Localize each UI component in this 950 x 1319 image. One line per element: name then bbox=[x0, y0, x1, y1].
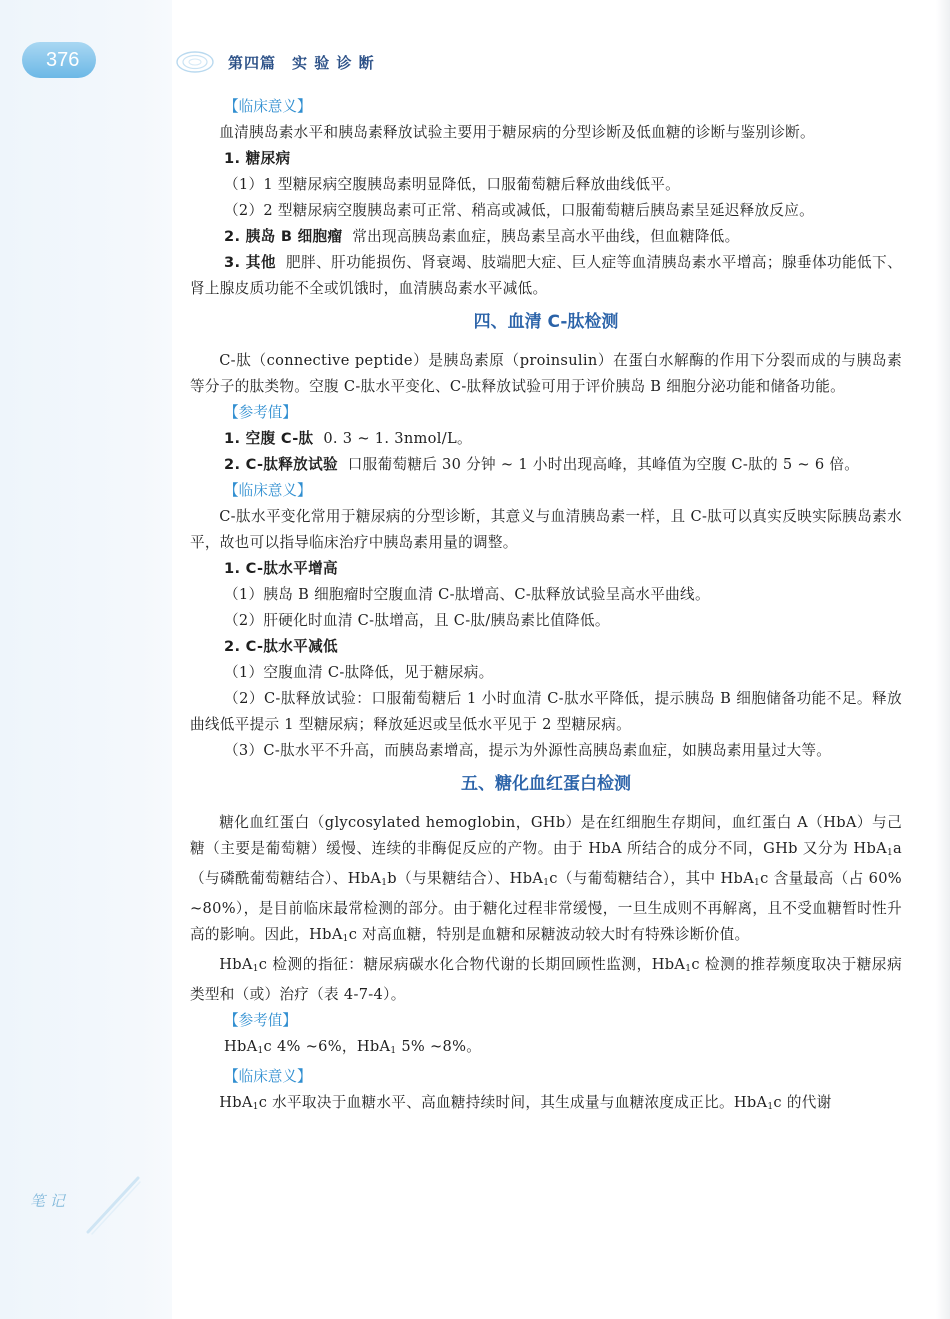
paragraph: HbA$_1$c 水平取决于血糖水平、高血糖持续时间，其生成量与血糖浓度成正比。HbA$_1$c 的代谢 bbox=[219, 1094, 832, 1112]
paragraph: HbA$_1$c 检测的指征：糖尿病碳水化合物代谢的长期回顾性监测，HbA$_1$c 检测的推荐频度取决于糖尿病类型和（或）治疗（表 4-7-4）。 bbox=[190, 956, 902, 1003]
item-heading: 2. 胰岛 B 细胞瘤 bbox=[224, 228, 343, 245]
paragraph: 血清胰岛素水平和胰岛素释放试验主要用于糖尿病的分型诊断及低血糖的诊断与鉴别诊断。 bbox=[219, 124, 815, 141]
page-content bbox=[190, 94, 902, 1120]
page-number: 376 bbox=[46, 49, 80, 71]
paragraph: C-肽水平变化常用于糖尿病的分型诊断，其意义与血清胰岛素一样，且 C-肽可以真实反映实际胰岛素水平，故也可以指导临床治疗中胰岛素用量的调整。 bbox=[190, 508, 902, 551]
reference-value-tag: 【参考值】 bbox=[224, 404, 297, 421]
item-text: 口服葡萄糖后 30 分钟 ~ 1 小时出现高峰，其峰值为空腹 C-肽的 5 ~ 6 倍。 bbox=[347, 456, 860, 473]
notes-label: 笔 记 bbox=[30, 1192, 65, 1210]
list-item: （1）空腹血清 C-肽降低，见于糖尿病。 bbox=[224, 664, 494, 681]
list-item: （2）肝硬化时血清 C-肽增高，且 C-肽/胰岛素比值降低。 bbox=[224, 612, 610, 629]
list-item: （2）2 型糖尿病空腹胰岛素可正常、稍高或减低，口服葡萄糖后胰岛素呈延迟释放反应。 bbox=[224, 202, 815, 219]
clinical-significance-tag: 【临床意义】 bbox=[224, 1068, 312, 1085]
item-text: 0. 3 ~ 1. 3nmol/L。 bbox=[323, 430, 472, 447]
reference-value-text: HbA$_1$c 4% ~6%，HbA$_1$ 5% ~8%。 bbox=[224, 1038, 482, 1056]
list-item: （1）胰岛 B 细胞瘤时空腹血清 C-肽增高、C-肽释放试验呈高水平曲线。 bbox=[224, 586, 710, 603]
item-heading: 2. C-肽释放试验 bbox=[224, 456, 338, 473]
item-heading: 2. C-肽水平减低 bbox=[224, 638, 338, 655]
list-item: （1）1 型糖尿病空腹胰岛素明显降低，口服葡萄糖后释放曲线低平。 bbox=[224, 176, 681, 193]
paragraph: C-肽（connective peptide）是胰岛素原（proinsulin）在蛋白水解酶的作用下分裂而成的与胰岛素等分子的肽类物。空腹 C-肽水平变化、C-肽释放试验可用于评价胰岛 B 细胞分泌功能和储备功能。 bbox=[190, 352, 902, 395]
page-number-badge bbox=[22, 42, 96, 78]
item-heading: 1. 糖尿病 bbox=[224, 150, 291, 167]
swirl-decoration-icon bbox=[165, 40, 215, 80]
section-title: 四、血清 C-肽检测 bbox=[473, 312, 619, 332]
reference-value-tag: 【参考值】 bbox=[224, 1012, 297, 1029]
notes-margin bbox=[0, 0, 172, 1319]
item-heading: 3. 其他 bbox=[224, 254, 276, 271]
list-item: （3）C-肽水平不升高，而胰岛素增高，提示为外源性高胰岛素血症，如胰岛素用量过大等。 bbox=[224, 742, 832, 759]
clinical-significance-tag: 【临床意义】 bbox=[224, 482, 312, 499]
item-text: 肥胖、肝功能损伤、肾衰竭、肢端肥大症、巨人症等血清胰岛素水平增高；腺垂体功能低下、肾上腺皮质功能不全或饥饿时，血清胰岛素水平减低。 bbox=[190, 254, 902, 297]
paragraph: 糖化血红蛋白（glycosylated hemoglobin，GHb）是在红细胞生存期间，血红蛋白 A（HbA）与己糖（主要是葡萄糖）缓慢、连续的非酶促反应的产物。由于 HbA 所结合的成分不同，GHb 又分为 HbA$_1$a（与磷酰葡萄糖结合）、HbA$_1$b（与果糖结合）、HbA$_1$c（与葡萄糖结合），其中 HbA$_1$c 含量最高（占 60% ~80%），是目前临床最常检测的部分。由于糖化过程非常缓慢，一旦生成则不再解离，且不受血糖暂时性升高的影响。因此，HbA$_1$c 对高血糖，特别是血糖和尿糖波动较大时有特殊诊断价值。 bbox=[190, 814, 902, 944]
item-heading: 1. C-肽水平增高 bbox=[224, 560, 338, 577]
item-heading: 1. 空腹 C-肽 bbox=[224, 430, 314, 447]
clinical-significance-tag: 【临床意义】 bbox=[224, 98, 312, 115]
page-edge bbox=[936, 0, 950, 1319]
item-text: 常出现高胰岛素血症，胰岛素呈高水平曲线，但血糖降低。 bbox=[352, 228, 740, 245]
section-title: 五、糖化血红蛋白检测 bbox=[461, 774, 631, 794]
list-item: （2）C-肽释放试验：口服葡萄糖后 1 小时血清 C-肽水平降低，提示胰岛 B 细胞储备功能不足。释放曲线低平提示 1 型糖尿病；释放延迟或呈低水平见于 2 型糖尿病。 bbox=[190, 690, 902, 733]
part-title: 第四篇 实 验 诊 断 bbox=[228, 54, 375, 72]
